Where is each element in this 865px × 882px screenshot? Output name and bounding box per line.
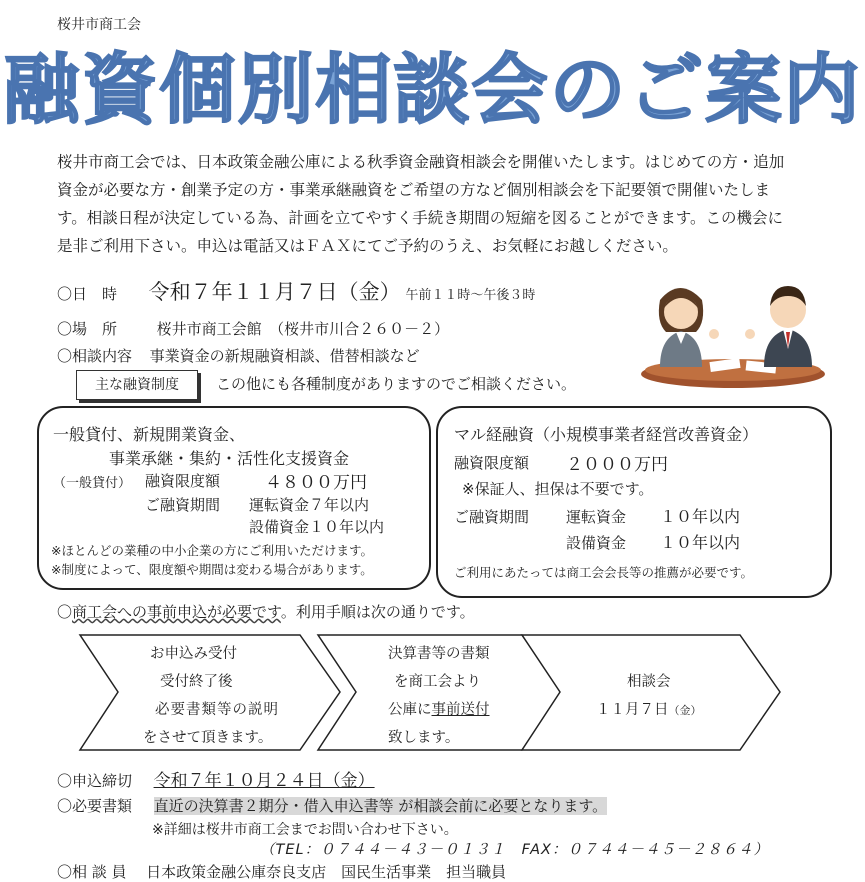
event-date: 令和７年１１月７日（金） xyxy=(148,280,401,304)
box2-title: マル経融資（小規模事業者経営改善資金） xyxy=(454,425,759,444)
staff-value: 日本政策金融公庫奈良支店 国民生活事業 担当職員 xyxy=(146,863,507,881)
date-row xyxy=(57,276,535,306)
general-loan-box xyxy=(37,406,431,590)
staff-row xyxy=(57,861,506,882)
box1-title2: 事業承継・集約・活性化支援資金 xyxy=(109,449,350,468)
step3-day: （金） xyxy=(668,704,702,717)
step1-line1: お申込み受付 xyxy=(150,646,237,662)
intro-paragraph xyxy=(57,148,807,260)
inquiry-note: ※詳細は桜井市商工会までお問い合わせ下さい。 xyxy=(152,822,458,838)
step2-line4: 致します。 xyxy=(388,730,460,746)
box1-period1: 運転資金７年以内 xyxy=(249,496,370,514)
box1-tag: （一般貸付） xyxy=(53,476,132,491)
docs-rest: が相談会前に必要となります。 xyxy=(398,797,608,815)
org-name: 桜井市商工会 xyxy=(57,17,141,33)
box2-period2: １０年以内 xyxy=(660,533,741,552)
content-value: 事業資金の新規融資相談、借替相談など xyxy=(149,347,420,365)
systems-note: この他にも各種制度がありますのでご相談ください。 xyxy=(216,375,577,393)
prereq-underlined: 商工会への事前申込が必要です xyxy=(72,603,281,621)
step2-line1: 決算書等の書類 xyxy=(388,646,490,662)
docs-highlight xyxy=(154,797,608,815)
staff-label: 〇相 談 員 xyxy=(57,863,127,881)
place-label: 〇場 所 xyxy=(57,320,118,338)
step2-line3 xyxy=(388,698,490,719)
step3-line2 xyxy=(596,698,702,719)
place-value: 桜井市商工会館 （桜井市川合２６０－２） xyxy=(156,320,450,338)
box2-period-label: ご融資期間 xyxy=(454,508,530,526)
date-label: 〇日 時 xyxy=(57,285,118,303)
step1-line4: をさせて頂きます。 xyxy=(143,730,273,746)
box1-note2: ※制度によって、限度額や期間は変わる場合があります。 xyxy=(51,562,373,577)
docs-label: 〇必要書類 xyxy=(57,797,133,815)
intro-line: す。相談日程が決定している為、計画を立てやすく手続き期間の短縮を図ることができます。この機会に xyxy=(57,209,784,227)
consultation-illustration xyxy=(638,272,828,392)
step2-line2: を商工会より xyxy=(394,674,481,690)
event-time: 午前１１時～午後３時 xyxy=(405,288,536,303)
intro-line: 資金が必要な方・創業予定の方・事業承継融資をご希望の方など個別相談会を下記要領で開催いたしま xyxy=(57,181,771,199)
content-row xyxy=(57,345,420,366)
deadline-label: 〇申込締切 xyxy=(57,772,133,790)
step3-arrow xyxy=(522,635,780,750)
box2-guarantee: ※保証人、担保は不要です。 xyxy=(462,480,654,498)
docs-highlight-text: 直近の決算書２期分・借入申込書等 xyxy=(153,797,394,815)
box2-limit: ２０００万円 xyxy=(566,455,668,475)
marukei-loan-box xyxy=(436,406,832,598)
box1-limit: ４８００万円 xyxy=(265,473,367,493)
box2-period2-label: 設備資金 xyxy=(566,534,627,552)
box1-period2: 設備資金１０年以内 xyxy=(249,518,385,536)
docs-row xyxy=(57,795,607,816)
box1-limit-label: 融資限度額 xyxy=(145,472,221,490)
box1-title1: 一般貸付、新規開業資金、 xyxy=(53,425,246,444)
prereq-rest: 。利用手順は次の通りです。 xyxy=(280,603,475,621)
prerequisite-line xyxy=(57,601,475,622)
step1-line3: 必要書類等の説明 xyxy=(155,702,279,718)
main-loan-systems-button: 主な融資制度 xyxy=(76,370,198,400)
intro-line: 桜井市商工会では、日本政策金融公庫による秋季資金融資相談会を開催いたします。はじめての方・追加 xyxy=(57,153,785,171)
step2-line3-a: 公庫に xyxy=(388,702,432,718)
step2-line3-b: 事前送付 xyxy=(431,702,490,718)
step1-line2: 受付終了後 xyxy=(160,674,233,690)
box2-period1-label: 運転資金 xyxy=(566,508,627,526)
page-title: 融資個別相談会のご案内 xyxy=(3,45,862,134)
deadline-row xyxy=(57,766,375,791)
place-row xyxy=(57,318,449,339)
prereq-mark: 〇 xyxy=(57,603,73,621)
content-label: 〇相談内容 xyxy=(57,347,133,365)
box1-note1: ※ほとんどの業種の中小企業の方にご利用いただけます。 xyxy=(51,543,373,558)
box2-period1: １０年以内 xyxy=(660,507,741,526)
contact-info: （TEL：０７４４－４３－０１３１ FAX：０７４４－４５－２８６４） xyxy=(260,842,769,858)
step3-line1: 相談会 xyxy=(627,674,671,690)
deadline-date: 令和７年１０月２４日（金） xyxy=(153,771,375,791)
box1-period-label: ご融資期間 xyxy=(145,496,221,514)
box2-limit-label: 融資限度額 xyxy=(454,454,530,472)
intro-line: 是非ご利用下さい。申込は電話又はＦＡＸにてご予約のうえ、お気軽にお越しください。 xyxy=(57,237,678,255)
step3-date: １１月７日 xyxy=(596,702,669,718)
box2-note: ご利用にあたっては商工会会長等の推薦が必要です。 xyxy=(454,565,754,580)
